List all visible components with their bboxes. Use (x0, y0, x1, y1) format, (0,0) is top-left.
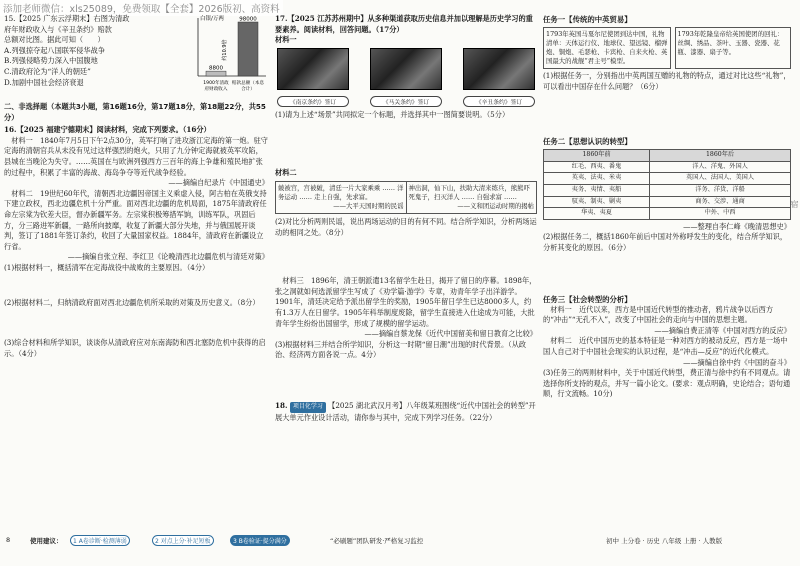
question-18 (275, 401, 537, 423)
page-footer (0, 532, 800, 552)
chart-category-label: 府财政收入 (204, 87, 228, 92)
folk-song-right (407, 182, 537, 213)
column-left (4, 14, 269, 524)
q15-option-d: D.加剧中国社会经济衰退 (4, 77, 84, 87)
table-row (544, 208, 791, 220)
task-3-material-1-source: ——摘编自费正清等《中国对西方的反应》 (654, 325, 791, 335)
footer-center-text: “必刷题”团队研发·严格复习监控 (330, 537, 424, 545)
table-cell: 英国人、法国人、美国人 (650, 173, 791, 185)
q16-material-1: 材料一 1840年7月5日下午2点30分，英军打响了进攻浙江定海的第一炮。驻守定海的清朝官兵从未没有见过这样强烈的炮火，只用了九分钟定海就被英军攻陷，县城在当晚沦为失守。……英国在与欧洲列强西方三百年的海上争雄和殖民地扩张的过程中，积累了丰富的海战、海岛争夺等近代战争经验。 (4, 135, 268, 177)
photo-xinchou (463, 48, 535, 107)
q15-bar-chart (184, 14, 268, 100)
q16-material-2-source: ——摘编自张立程、李红卫《论晚清西北边疆危机与清廷对策》 (67, 252, 269, 262)
folk-song-right-caption: ——义和团运动时期的揭帖 (457, 201, 534, 210)
q18-number: 18. (275, 400, 288, 410)
q15-option-a: A.列强掠夺起八国联军侵华战争 (4, 45, 105, 55)
photo-image (463, 48, 535, 90)
q17-title: 17.【2025 江苏苏州期中】从多种渠道获取历史信息并加以理解是历史学习的重要素养。阅读材料，回答问题。（17分） (275, 14, 533, 34)
step-2-badge: 2 对点上分·补足短板 (152, 535, 214, 546)
q16-title: 16.【2025 福建宁德期末】阅读材料，完成下列要求。（16分） (4, 125, 211, 135)
q17-sub-3: (3)根据材料三并结合所学知识，分析这一时期“留日潮”出现的时代背景。（从政治、经济两方面各说一点。4分） (275, 339, 527, 360)
photo-nanjing (277, 48, 349, 107)
page-number: 8 (6, 536, 11, 544)
task-3-question: (3)任务三的两则材料中，关于中国近代转型，费正清与徐中约有不同观点。请选择你所支持的观点，并写一篇小论文。(要求：观点明确，史论结合；语句通顺，行文流畅。10分) (543, 368, 791, 399)
table-header: 1860年前 (544, 150, 650, 162)
column-right (543, 14, 791, 524)
step-1-badge: 1 A卷诊断·检测薄弱 (70, 535, 130, 546)
gift-list-qing: 1793年乾隆皇帝给英国使团的回礼：丝绸、绣品、茶叶、玉器、瓷器、花瓶、漆器、扇子等。 (675, 27, 791, 69)
q17-material-1-label: 材料一 (275, 35, 297, 45)
folk-song-right-text: 神出洞，仙下山，扶助大清来练兵，熊熊吓死鬼子，扫灭洋人 …… 自强求富 …… (408, 183, 530, 201)
table-cell: 夷务、夷情、夷船 (544, 184, 650, 196)
q15-line: 总额对比图。据此可知（ ） (4, 35, 105, 45)
q16-sub-1: (1)根据材料一，概括清军在定海战役中战败的主要原因。（4分） (4, 262, 210, 272)
q16-sub-3: (3)综合材料和所学知识，谈谈你从清政府应对东南海防和西北塞防危机中获得的启示。（4分） (4, 338, 266, 358)
project-learning-tag: 项目化学习 (290, 402, 326, 413)
usage-advice-label: 使用建议： (30, 537, 63, 545)
task-2-table (543, 149, 791, 220)
task-3-material-1: 材料一 近代以来，西方是中国近代转型的推动者，鸦片战争以后西方的“冲击”“无孔不入”，改变了中国社会的走向与中国的思想主题。 (543, 304, 774, 325)
chart-category-label: 合计） (241, 87, 255, 92)
chart-data-label: 8800 (209, 65, 223, 72)
q17-material-3: 材料三 1896年，清王朝派遣13名留学生赴日，揭开了留日的序幕。1898年，张之洞就如何选派留学生写成了《劝学篇·游学》专章，劝青年学子出洋游学。1901年，清廷决定给予派出留学生的奖励，1905年留日学生已达8000多人，约有1.3万人在日留学。1905年科举制度废除，留学生直接进入仕途成为可能，大批青年学生纷纷出国留学，形成了规模的留学运动。 (275, 276, 537, 328)
photo-caption: 《马关条约》签订 (370, 96, 442, 107)
q17-material-3-source: ——摘编自蔡龙保《近代中国留美和留日教育之比较》 (364, 329, 537, 339)
photo-caption: 《南京条约》签订 (277, 96, 349, 107)
table-row (544, 196, 791, 208)
q18-text: 【2025 湖北武汉月考】八年级某班围绕“近代中国社会的转型”开展大单元作业设计活动，请你参与其中，完成下列学习任务。（22分） (275, 400, 536, 422)
q17-sub-1: (1)请为上述“场景”共同拟定一个标题，并选择其中一图简要说明。（5分） (275, 109, 510, 119)
gift-list-britain: 1793年英国马戛尔尼使团到达中国，礼物清单：天体运行仪、地球仪、望远镜、榴弹炮、铜炮、毛瑟枪、卡宾枪、自来火枪、英国最大的战舰“君主号”模型。 (543, 27, 671, 69)
table-row (544, 161, 791, 173)
q15-text (4, 14, 182, 88)
q16-material-2: 材料二 19世纪60年代，清朝西北边疆因帝国主义乘虚入侵，阿古柏在英俄支持下建立政权，西北边疆危机十分严重。面对西北边疆的危机局面，1875年清政府任命左宗棠为钦差大臣，督办新疆军务。左宗棠积极筹措军饷，训练军队，巩固后方，分三路进军新疆，一路所向披靡，收复了新疆大部分失地，并与俄国展开谈判，签订了1881年签订条约，收回了大量国家权益。1884年，清政府在新疆设立行省。 (4, 188, 267, 251)
q16-head (4, 125, 269, 136)
chart-data-label: 98000 (239, 16, 257, 23)
table-cell: 洋人、洋鬼、外国人 (650, 161, 791, 173)
q17-sub-2: (2)对比分析两则民谣，说出两场运动的目的有何不同。结合所学知识，分析两场运动的相同之处。（8分） (275, 216, 537, 237)
q15-line: 15.【2025 广东云浮期末】右图为清政 (4, 14, 130, 23)
q16-sub-2: (2)根据材料二，归纳清政府面对西北边疆危机所采取的对策及历史意义。（8分） (4, 297, 260, 307)
table-cell: 英夷、法夷、米夷 (544, 173, 650, 185)
q17-material-2-label: 材料二 (275, 168, 297, 178)
task-2-question: (2)根据任务二，概括1860年前后中国对外称呼发生的变化，结合所学知识，分析其变化的原因。（6分） (543, 232, 788, 252)
table-cell: 华夷、夷夏 (544, 208, 650, 220)
chart-category-label: 1900年清政 (203, 81, 229, 86)
table-cell: 洋务、洋货、洋船 (650, 184, 791, 196)
photo-caption: 《辛丑条约》签订 (463, 96, 535, 107)
photo-image (370, 48, 442, 90)
chart-bar (206, 71, 226, 76)
q15-option-c: C.清政府沦为“洋人的朝廷” (4, 66, 91, 76)
folk-song-left (276, 182, 407, 213)
q17-folk-songs (275, 181, 537, 214)
task-2-heading: 任务二【思想认识的转型】 (543, 137, 632, 147)
table-cell: 中外、中西 (650, 208, 791, 220)
task-1-gift-boxes (543, 27, 791, 69)
folk-song-left-caption: ——大平天国时期的民谣 (333, 201, 404, 210)
task-3-heading: 任务三【社会转型的分析】 (543, 294, 632, 304)
q17-head (275, 14, 537, 35)
watermark: 添加老师微信：xls25089，免费领取【全套】2026版初、高资料 (0, 0, 283, 16)
folk-song-left-text: 皴被宫，宫被皴，清廷一片大家乘乘 …… 洋 务运动 …… 走上自强，先求富。 (278, 183, 404, 201)
section-heading-2: 二、非选择题（本题共3小题，第16题16分，第17题18分，第18题22分，共55分） (4, 102, 266, 122)
question-15 (4, 14, 269, 100)
photo-row (277, 48, 535, 107)
table-cell: 商务、交涉、通商 (650, 196, 791, 208)
q16-material-1-source: ——摘编自纪录片《中国通史》 (168, 178, 269, 188)
step-3-badge: 3 B卷验证·提分满分 (230, 535, 290, 546)
photo-image (277, 48, 349, 90)
q15-option-b: B.列强侵略势力深入中国腹地 (4, 56, 98, 66)
table-row (544, 173, 791, 185)
task-1-heading: 任务一【传统的中英贸易】 (543, 15, 632, 24)
photo-maguan (370, 48, 442, 107)
task-3-material-2: 材料二 近代中国历史的基本特征是一种对西方的被动反应，西方是一场中国人自己对于中国社会现实的认识过程，是“冲击—反应”的近代化模式。 (543, 336, 788, 356)
table-cell: 驭夷、制夷、剿夷 (544, 196, 650, 208)
table-row (544, 184, 791, 196)
footer-right-text: 初中 上分卷 · 历史 八年级 上册 · 人教版 (606, 537, 723, 545)
side-margin-mark: 宿 (790, 200, 799, 208)
chart-y-label: 白银/万两 (200, 16, 224, 22)
task-2-source: ——整理自李仁峰《晚清思想史》 (683, 221, 791, 231)
chart-category-label: 赔款总额（本息 (231, 81, 265, 86)
chart-bar (238, 22, 258, 76)
task-1-question: (1)根据任务一，分别指出中英两国互赠的礼物的特点，通过对比这些“礼物”，可以看出中国存在什么问题？（6分） (543, 71, 791, 91)
q15-line: 府年财政收入与《辛丑条约》赔款 (4, 24, 112, 34)
column-middle (275, 14, 537, 524)
chart-ratio-annotation: 约10.9倍 (222, 39, 228, 61)
table-cell: 红毛、西夷、番鬼 (544, 161, 650, 173)
task-3-material-2-source: ——摘编自徐中约《中国的奋斗》 (683, 357, 791, 367)
table-header: 1860年后 (650, 150, 791, 162)
